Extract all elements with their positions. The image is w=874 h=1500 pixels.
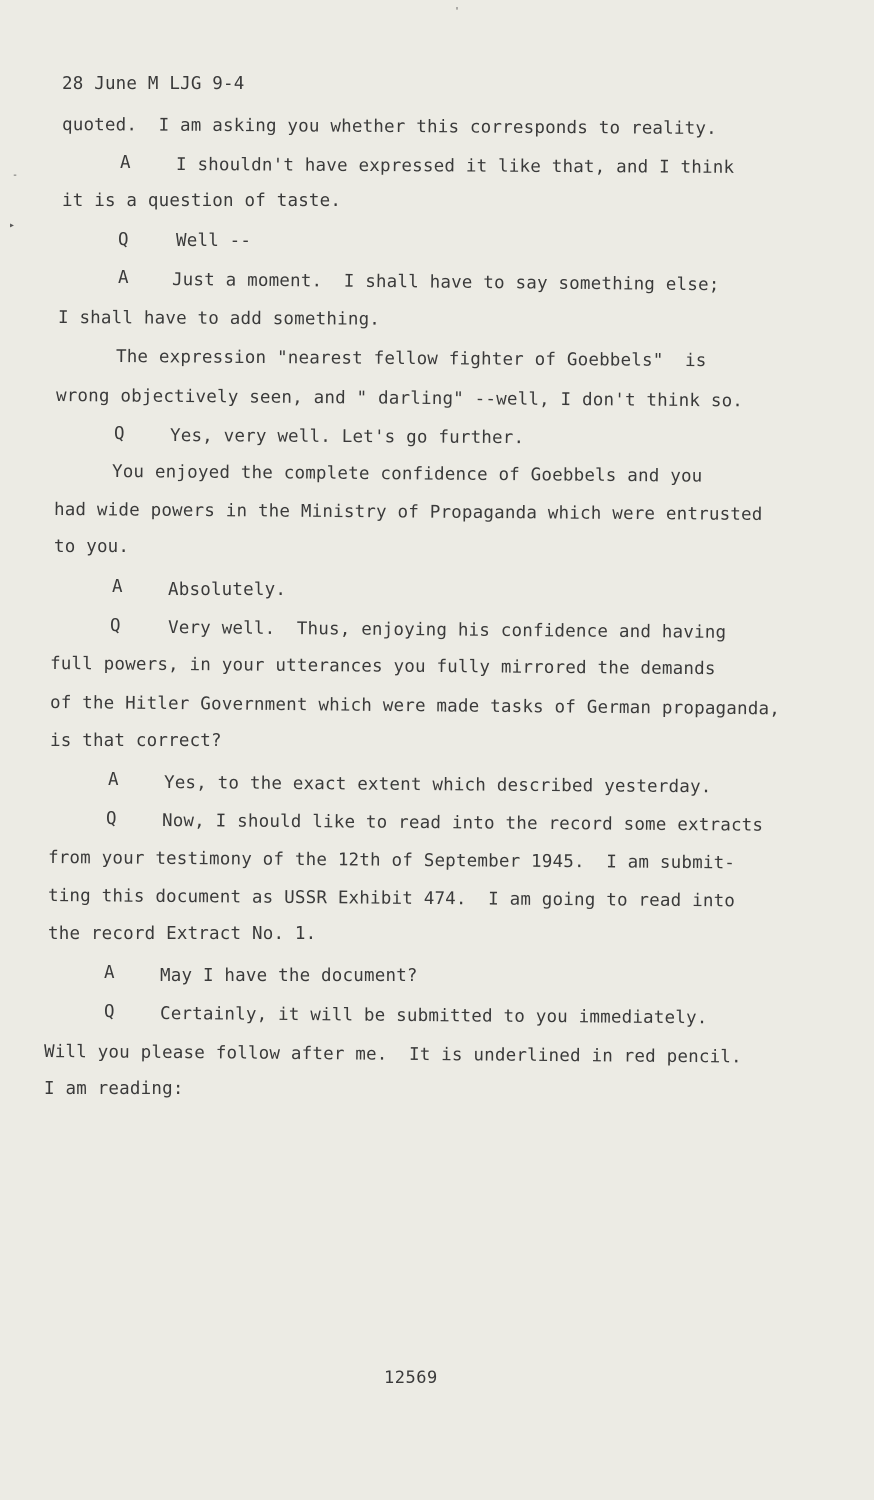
transcript-line: Yes, to the exact extent which described yesterday. [163,773,712,798]
transcript-line: May I have the document? [160,966,418,986]
transcript-line: I shall have to add something. [57,308,381,330]
speaker-label: Q [114,424,125,444]
speaker-label: Q [106,809,117,829]
speaker-label: Q [110,616,121,636]
transcript-line: Will you please follow after me. It is underlined in red pencil. [43,1042,742,1068]
speaker-label: A [120,153,131,173]
transcript-line: the record Extract No. 1. [48,924,317,944]
transcript-line: Certainly, it will be submitted to you immediately. [159,1004,708,1029]
transcript-line: Yes, very well. Let's go further. [169,426,525,449]
transcript-line: I shouldn't have expressed it like that, and I think [175,155,735,178]
transcript-line: of the Hitler Government which were made tasks of German propaganda, [49,693,781,720]
transcript-line: full powers, in your utterances you fully mirrored the demands [49,654,716,680]
transcript-line: I am reading: [44,1079,184,1099]
transcript-line: Absolutely. [168,580,287,600]
transcript-line: quoted. I am asking you whether this corresponds to reality. [61,115,717,140]
transcript-line: Now, I should like to read into the record some extracts [161,811,764,836]
speaker-label: A [118,268,129,288]
transcript-line: to you. [54,537,130,557]
transcript-line: Very well. Thus, enjoying his confidence and having [167,618,727,643]
transcript-line: Just a moment. I shall have to say something else; [171,270,720,296]
page-number: 12569 [384,1368,438,1388]
transcript-line: The expression "nearest fellow fighter of Goebbels" is [115,347,707,372]
speaker-label: A [104,963,115,983]
transcript-line: is that correct? [50,731,222,751]
transcript-line: You enjoyed the complete confidence of Goebbels and you [111,462,703,487]
speaker-label: A [108,770,119,790]
speaker-label: A [112,577,123,597]
transcript-line: from your testimony of the 12th of September 1945. I am submit- [47,848,736,874]
margin-mark: ▸ [9,220,16,231]
transcript-line: Well -- [176,231,252,251]
speaker-label: Q [104,1002,115,1022]
margin-mark: - [12,170,19,181]
transcript-line: it is a question of taste. [62,191,342,211]
transcript-line: wrong objectively seen, and " darling" --well, I don't think so. [55,386,744,412]
transcript-line: ting this document as USSR Exhibit 474. I am going to read into [47,886,736,912]
punch-mark: ' [454,6,461,17]
transcript-line: had wide powers in the Ministry of Propaganda which were entrusted [53,500,763,525]
page-header: 28 June M LJG 9-4 [62,74,245,94]
speaker-label: Q [118,230,129,250]
